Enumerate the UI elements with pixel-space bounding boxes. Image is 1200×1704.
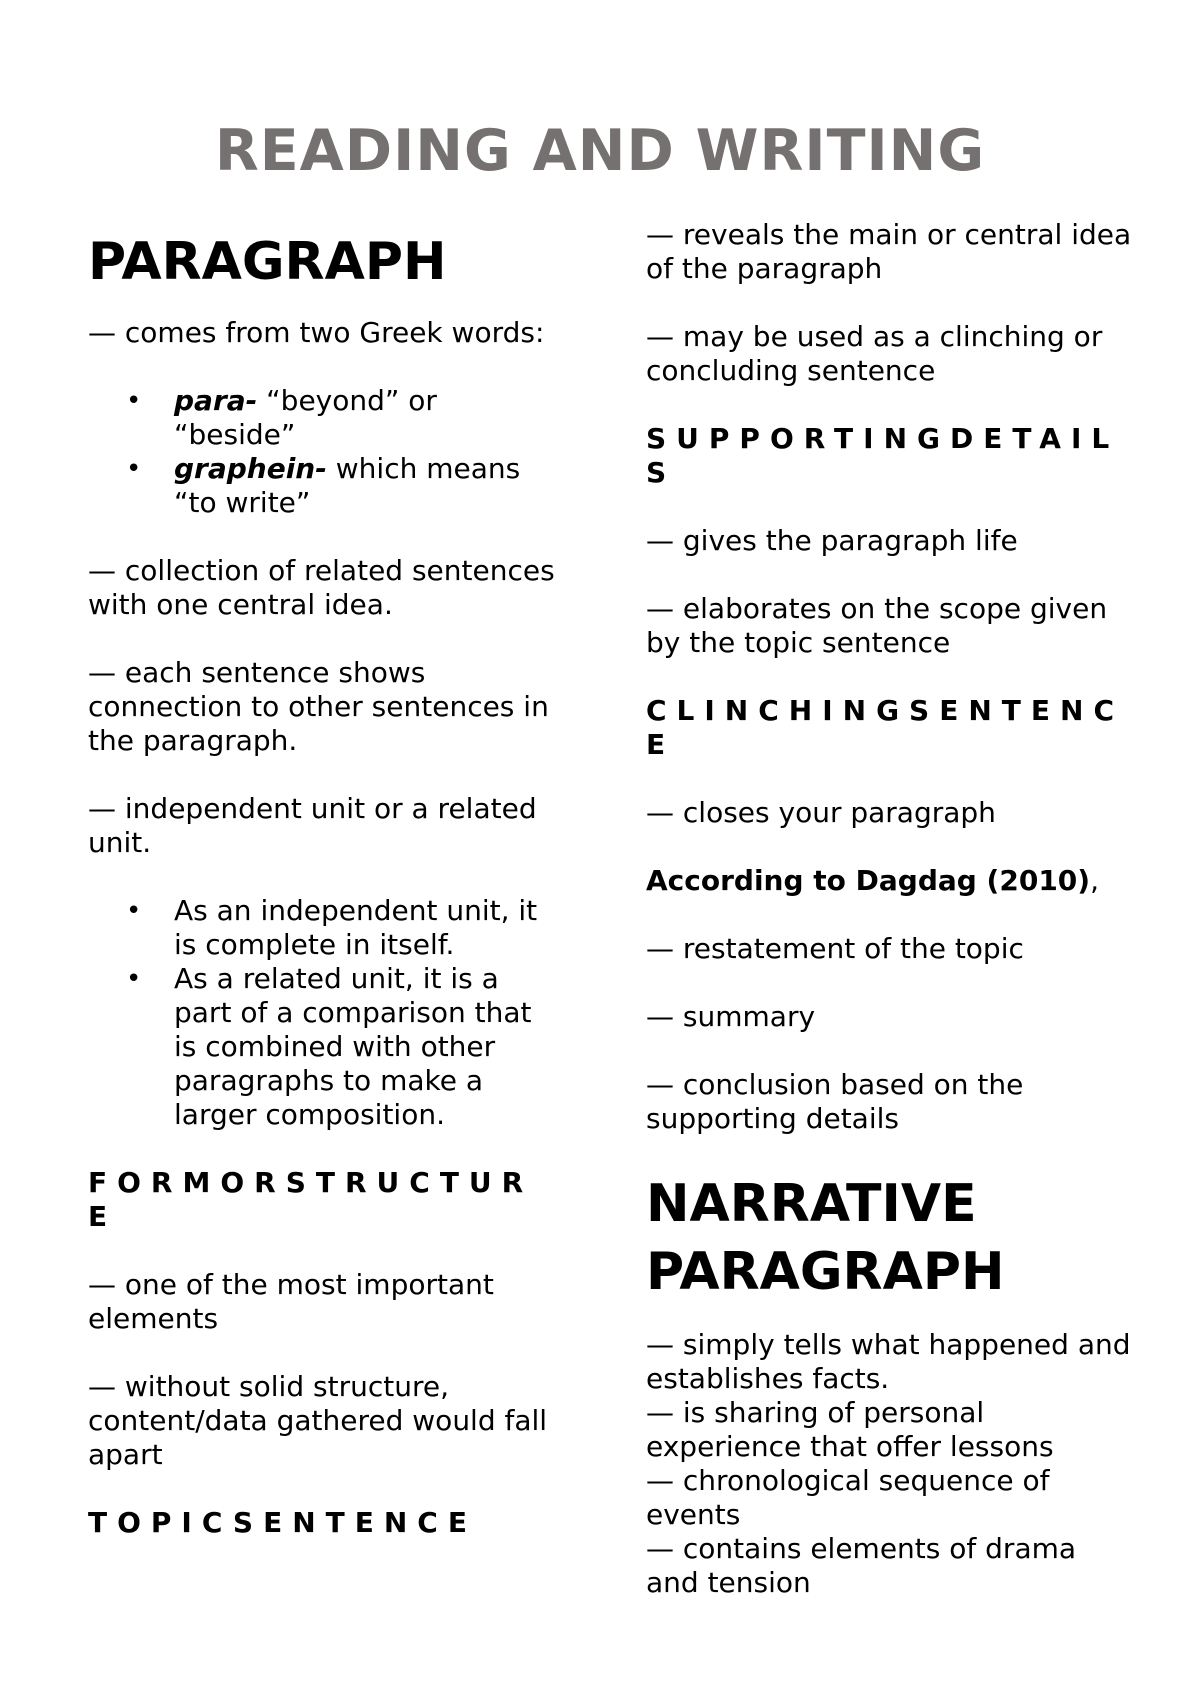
left-column: [88, 222, 560, 1574]
clinching-sentence-text-3: — summary: [646, 1000, 816, 1033]
list-item: [126, 452, 560, 520]
narrative-text-2: — is sharing of personal experience that offer lessons: [646, 1396, 1054, 1463]
list-item: [126, 384, 560, 452]
citation-tail: ,: [1090, 864, 1099, 897]
clinching-sentence-text-2: — restatement of the topic: [646, 932, 1024, 965]
list-item-text: As an independent unit, it is complete in itself.: [174, 894, 538, 961]
paragraph-collection-text: — collection of related sentences with one central idea.: [88, 554, 555, 621]
according-to-citation: [646, 864, 1132, 898]
unit-list: [88, 894, 560, 1132]
clinching-sentence-text-1: — closes your paragraph: [646, 796, 996, 829]
clinching-sentence-text-4: — conclusion based on the supporting details: [646, 1068, 1024, 1135]
narrative-text-4: — contains elements of drama and tension: [646, 1532, 1077, 1599]
topic-sentence-text-1: — reveals the main or central idea of the paragraph: [646, 218, 1132, 285]
topic-sentence-heading: TOPICSENTENCE: [88, 1506, 477, 1539]
page-title: READING AND WRITING: [214, 118, 986, 184]
bullet-icon: •: [126, 454, 142, 484]
greek-term: para-: [174, 384, 258, 417]
supporting-details-text-1: — gives the paragraph life: [646, 524, 1018, 557]
greek-intro: — comes from two Greek words:: [88, 316, 545, 349]
right-column: [646, 218, 1132, 1600]
greek-term: graphein-: [174, 452, 327, 485]
list-item: [126, 894, 560, 962]
form-structure-text-2: — without solid structure, content/data gathered would fall apart: [88, 1370, 548, 1471]
greek-definition: “beyond” or “beside”: [174, 384, 437, 451]
paragraph-unit-text: — independent unit or a related unit.: [88, 792, 537, 859]
list-item: [126, 962, 560, 1132]
paragraph-connection-text: — each sentence shows connection to other sentences in the paragraph.: [88, 656, 549, 757]
narrative-paragraph-heading: NARRATIVE PARAGRAPH: [646, 1174, 1005, 1302]
paragraph-heading: PARAGRAPH: [88, 232, 447, 292]
form-structure-text-1: — one of the most important elements: [88, 1268, 494, 1335]
greek-words-list: [88, 384, 560, 520]
clinching-sentence-heading: CLINCHINGSENTENCE: [646, 694, 1124, 761]
supporting-details-heading: SUPPORTINGDETAILS: [646, 422, 1120, 489]
greek-definition: which means “to write”: [174, 452, 521, 519]
bullet-icon: •: [126, 896, 142, 926]
narrative-text-1: — simply tells what happened and establishes facts.: [646, 1328, 1131, 1395]
citation-bold: According to Dagdag (2010): [646, 864, 1091, 897]
topic-sentence-text-2: — may be used as a clinching or concluding sentence: [646, 320, 1103, 387]
bullet-icon: •: [126, 964, 142, 994]
bullet-icon: •: [126, 386, 142, 416]
list-item-text: As a related unit, it is a part of a comparison that is combined with other paragraphs to make a larger composition.: [174, 962, 532, 1131]
supporting-details-text-2: — elaborates on the scope given by the topic sentence: [646, 592, 1108, 659]
narrative-text-3: — chronological sequence of events: [646, 1464, 1050, 1531]
form-structure-heading: FORMORSTRUCTURE: [88, 1166, 534, 1233]
